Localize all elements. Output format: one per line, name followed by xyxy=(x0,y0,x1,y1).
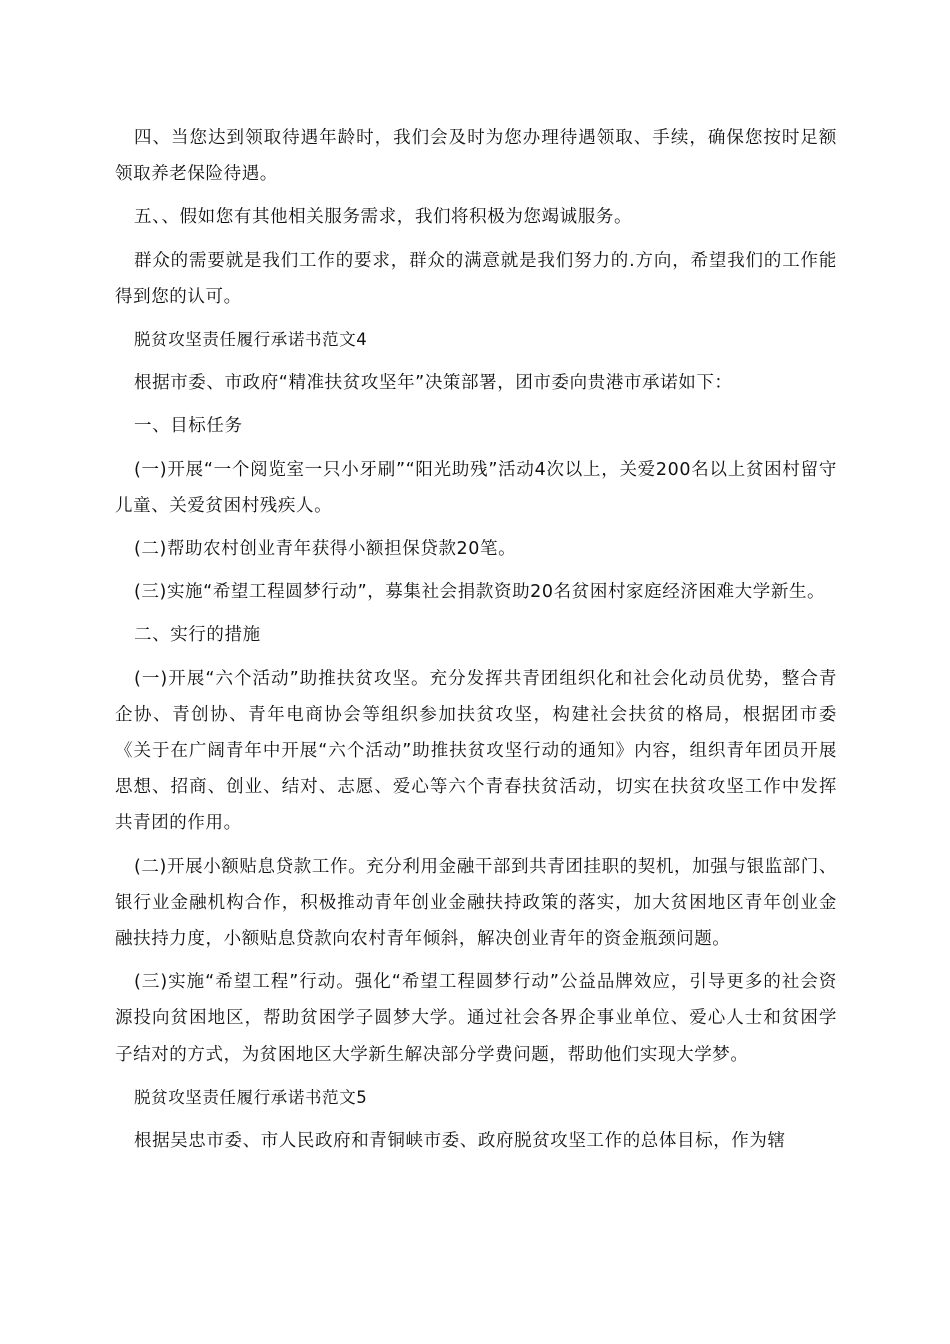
section-heading: 二、实行的措施 xyxy=(134,625,261,646)
document-body xyxy=(115,120,837,1166)
paragraph: 根据吴忠市委、市人民政府和青铜峡市委、政府脱贫攻坚工作的总体目标，作为辖 xyxy=(134,1131,786,1152)
paragraph: 群众的需要就是我们工作的要求，群众的满意就是我们努力的.方向，希望我们的工作能得到您的认可。 xyxy=(115,250,837,307)
paragraph: (二)开展小额贴息贷款工作。充分利用金融干部到共青团挂职的契机，加强与银监部门、银行业金融机构合作，积极推动青年创业金融扶持政策的落实，加大贫困地区青年创业金融扶持力度，小额贴息贷款向农村青年倾斜，解决创业青年的资金瓶颈问题。 xyxy=(115,856,837,950)
paragraph: (一)开展“一个阅览室一只小牙刷”“阳光助残”活动4次以上，关爱200名以上贫困村留守儿童、关爱贫困村残疾人。 xyxy=(115,459,837,516)
paragraph: (三)实施“希望工程圆梦行动”，募集社会捐款资助20名贫困村家庭经济困难大学新生。 xyxy=(134,582,826,603)
section-heading: 一、目标任务 xyxy=(134,416,243,437)
paragraph: 五、、假如您有其他相关服务需求，我们将积极为您竭诚服务。 xyxy=(134,207,633,228)
paragraph: (一)开展“六个活动”助推扶贫攻坚。充分发挥共青团组织化和社会化动员优势，整合青企协、青创协、青年电商协会等组织参加扶贫攻坚，构建社会扶贫的格局，根据团市委《关于在广阔青年中开展“六个活动”助推扶贫攻坚行动的通知》内容，组织青年团员开展思想、招商、创业、结对、志愿、爱心等六个青春扶贫活动，切实在扶贫攻坚工作中发挥共青团的作用。 xyxy=(115,668,837,834)
section-heading: 脱贫攻坚责任履行承诺书范文4 xyxy=(134,330,368,350)
paragraph: 根据市委、市政府“精准扶贫攻坚年”决策部署，团市委向贵港市承诺如下： xyxy=(134,373,733,394)
section-heading: 脱贫攻坚责任履行承诺书范文5 xyxy=(134,1087,368,1107)
paragraph: (二)帮助农村创业青年获得小额担保贷款20笔。 xyxy=(134,539,517,560)
paragraph: 四、当您达到领取待遇年龄时，我们会及时为您办理待遇领取、手续，确保您按时足额领取养老保险待遇。 xyxy=(115,128,837,185)
paragraph: (三)实施“希望工程”行动。强化“希望工程圆梦行动”公益品牌效应，引导更多的社会资源投向贫困地区，帮助贫困学子圆梦大学。通过社会各界企事业单位、爱心人士和贫困学子结对的方式，为贫困地区大学新生解决部分学费问题，帮助他们实现大学梦。 xyxy=(115,972,837,1065)
